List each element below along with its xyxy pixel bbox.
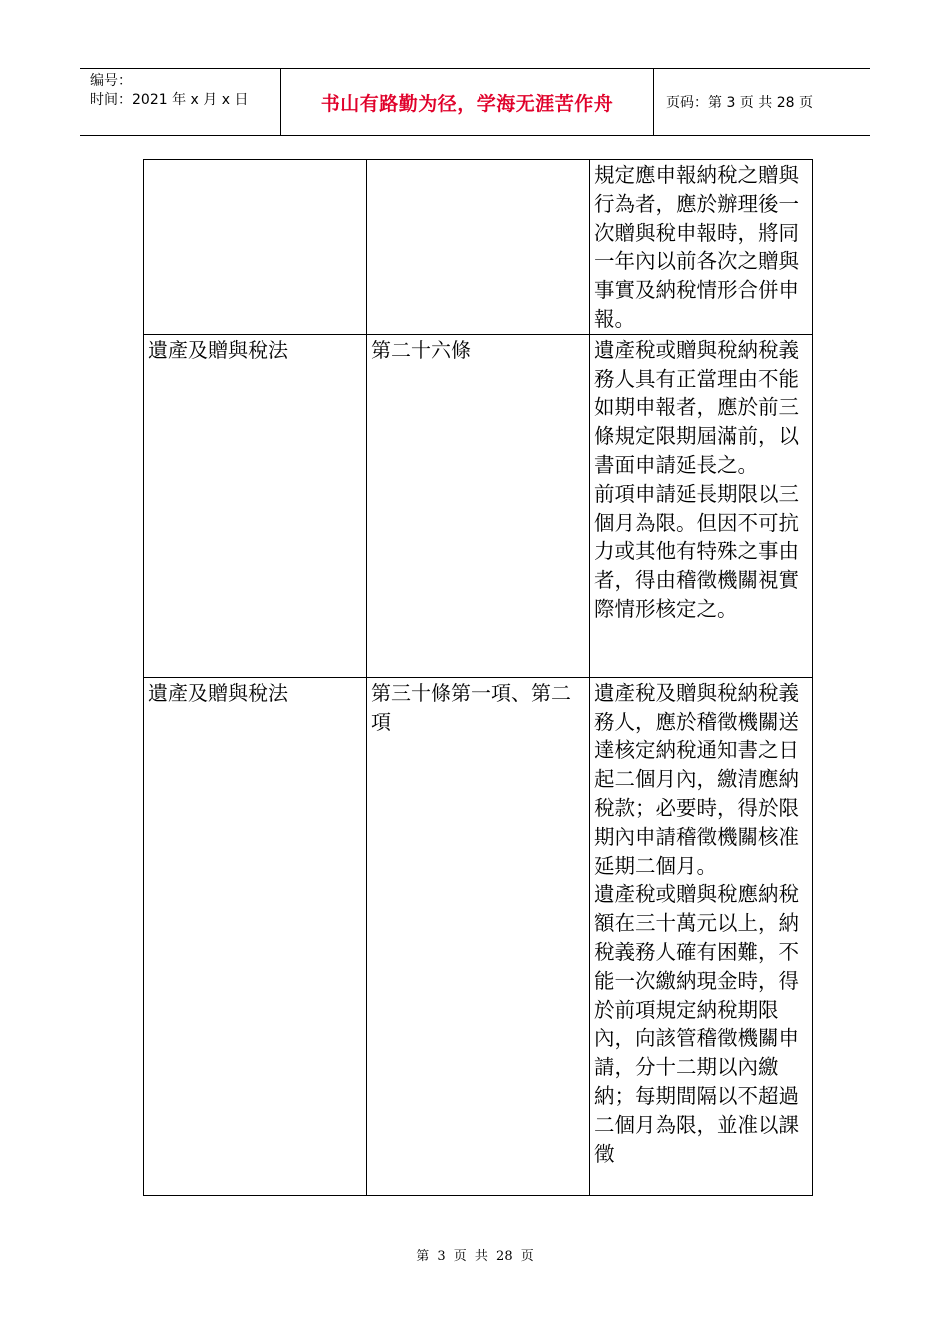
header-motto: 书山有路勤为径，学海无涯苦作舟 <box>281 69 654 135</box>
content-cell <box>590 160 813 335</box>
article-cell: 第二十六條 <box>367 334 590 677</box>
content-paragraph: 規定應申報納稅之贈與行為者，應於辦理後一次贈與稅申報時，將同一年內以前各次之贈與事實及納稅情形合併申報。 <box>594 163 799 331</box>
law-cell: 遺產及贈與稅法 <box>144 334 367 677</box>
article-cell: 第三十條第一項、第二項 <box>367 677 590 1195</box>
page-header <box>80 68 870 136</box>
table-row <box>144 334 813 677</box>
header-page-info: 页码：第 3 页 共 28 页 <box>666 95 813 111</box>
content-cell <box>590 334 813 677</box>
content-paragraph: 前項申請延長期限以三個月為限。但因不可抗力或其他有特殊之事由者，得由稽徵機關視實際情形核定之。 <box>594 481 799 621</box>
time-label: 时间：2021 年 x 月 x 日 <box>90 92 249 108</box>
law-cell: 遺產及贈與稅法 <box>144 677 367 1195</box>
article-cell <box>367 160 590 335</box>
law-table <box>143 159 813 1196</box>
content-paragraph: 遺產稅或贈與稅納稅義務人具有正當理由不能如期申報者，應於前三條規定限期屆滿前，以書面申請延長之。 <box>594 337 799 477</box>
content-paragraph: 遺產稅及贈與稅納稅義務人，應於稽徵機關送達核定納稅通知書之日起二個月內，繳清應納稅款；必要時，得於限期內申請稽徵機關核准延期二個月。 <box>594 680 799 878</box>
law-cell <box>144 160 367 335</box>
header-meta <box>80 69 281 135</box>
page-footer: 第 3 页 共 28 页 <box>416 1249 534 1264</box>
number-label: 编号： <box>90 73 132 89</box>
content-cell <box>590 677 813 1195</box>
content-paragraph: 遺產稅或贈與稅應納稅額在三十萬元以上，納稅義務人確有困難，不能一次繳納現金時，得於前項規定納稅期限內，向該管稽徵機關申請，分十二期以內繳納；每期間隔以不超過二個月為限，並准以課徵 <box>594 882 799 1166</box>
table-row <box>144 160 813 335</box>
table-row <box>144 677 813 1195</box>
